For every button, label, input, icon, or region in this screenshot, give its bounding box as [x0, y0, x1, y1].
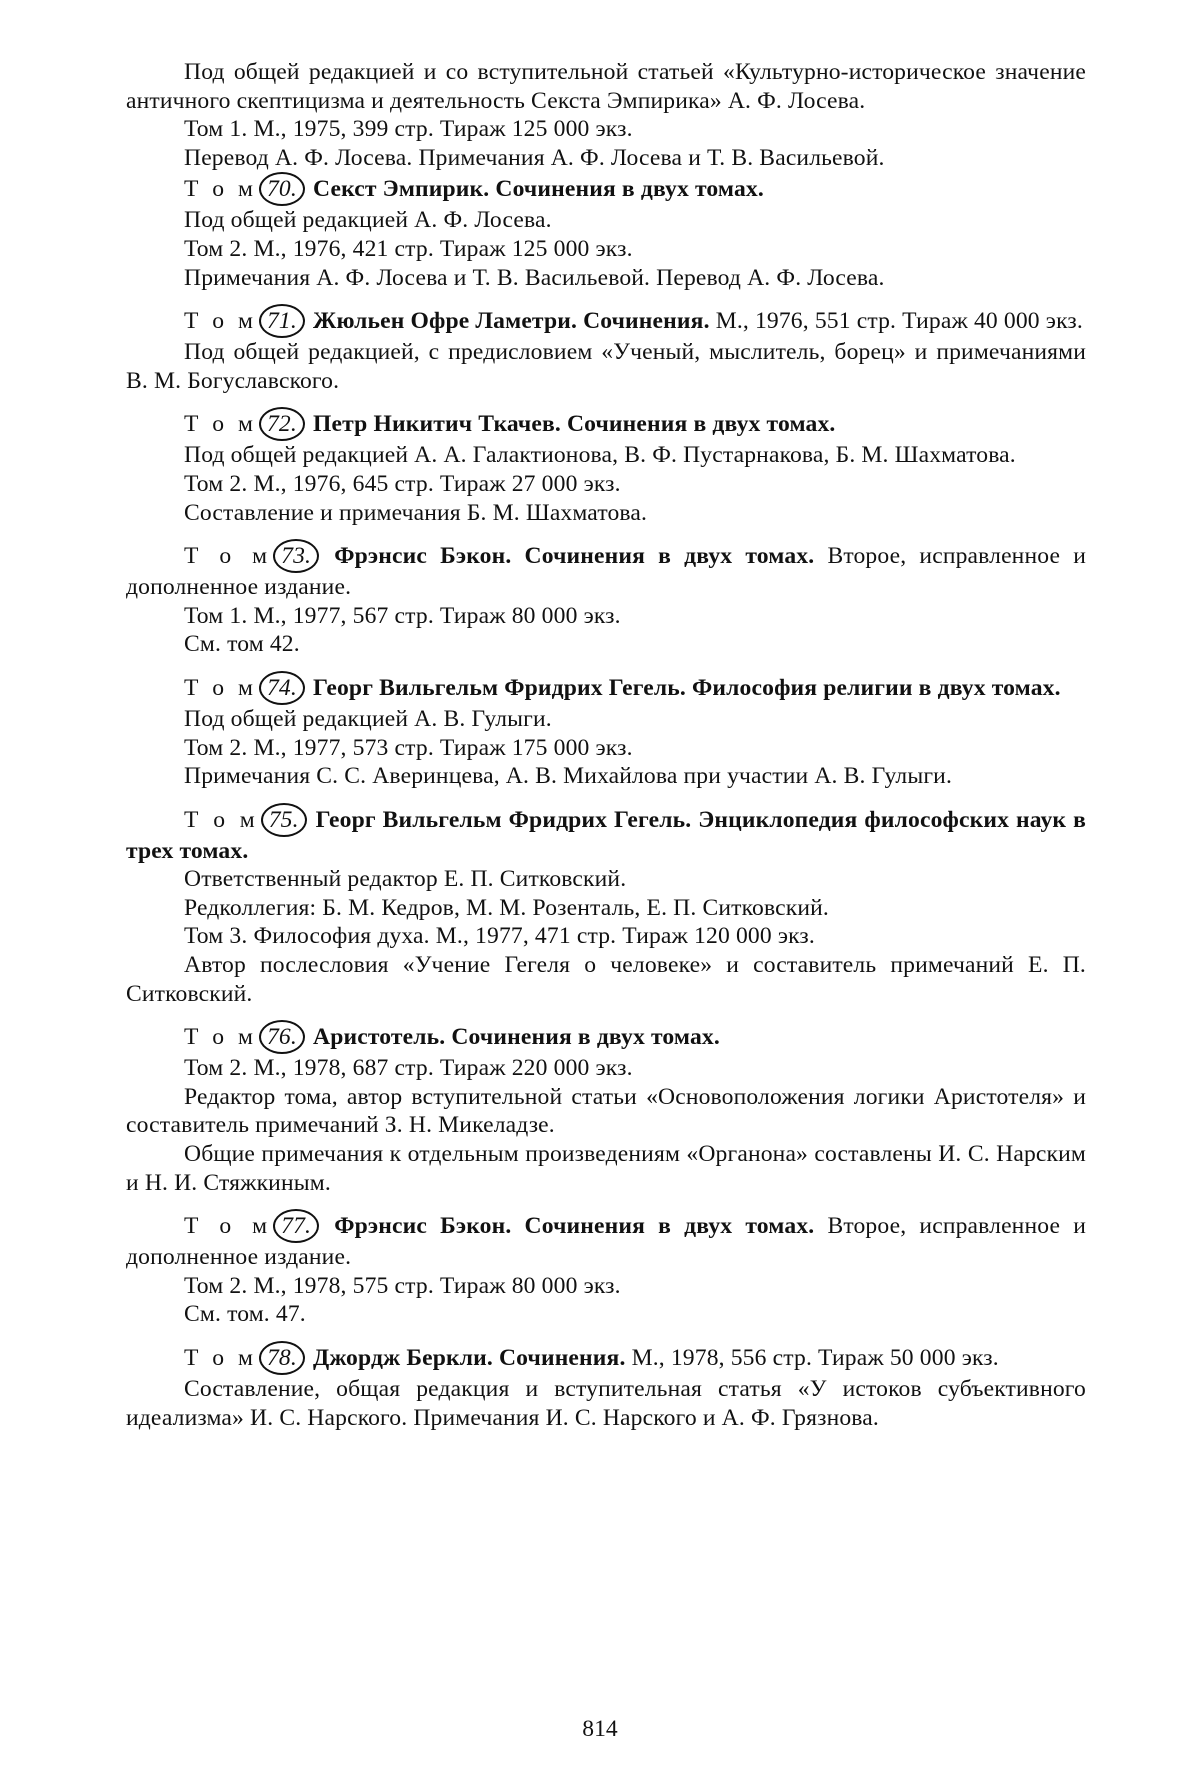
intro-editor-note: Под общей редакцией и со вступительной статьей «Культурно-историческое значение античного скептицизма и деятельность Секста Эмпирика» А. Ф. Лосева.: [126, 59, 1086, 114]
volume-entry: [126, 1209, 1086, 1329]
volume-title: Секст Эмпирик. Сочинения в двух томах.: [313, 176, 764, 203]
volume-entry-heading: [126, 803, 1086, 866]
volume-entry-heading: [126, 671, 1086, 705]
volume-entry: [126, 407, 1086, 527]
volume-label: Т о м: [184, 543, 272, 570]
volume-label: Т о м: [184, 674, 257, 701]
circled-volume-number: 75.: [261, 803, 307, 837]
volume-entry-line: Том 3. Философия духа. М., 1977, 471 стр. Тираж 120 000 экз.: [184, 923, 815, 950]
volume-entry-line: Составление, общая редакция и вступительная статья «У истоков субъективного идеализма» И. С. Нарского. Примечания И. С. Нарского и А. Ф. Грязнова.: [126, 1376, 1086, 1431]
circled-volume-number: 74.: [259, 671, 305, 705]
volume-title: Джордж Беркли. Сочинения.: [313, 1345, 626, 1371]
volume-publication-details: Второе, исправленное и дополненное издание.: [126, 543, 1087, 601]
volume-label: Т о м: [184, 1213, 272, 1240]
circled-volume-number: 77.: [273, 1209, 319, 1243]
volume-entry-line: Том 2. М., 1976, 421 стр. Тираж 125 000 экз.: [184, 235, 633, 262]
volume-entry-heading: [126, 1209, 1086, 1272]
volume-entry-heading: [126, 172, 1086, 206]
volume-entry: [126, 803, 1086, 1009]
volume-entry-heading: [126, 304, 1086, 338]
intro-line: Перевод А. Ф. Лосева. Примечания А. Ф. Лосева и Т. В. Васильевой.: [184, 144, 885, 171]
volume-entry-line: Примечания С. С. Аверинцева, А. В. Михайлова при участии А. В. Гулыги.: [184, 763, 952, 790]
volume-label: Т о м: [184, 411, 257, 438]
volume-entry-heading: [126, 407, 1086, 441]
circled-volume-number: 71.: [259, 304, 305, 338]
page-number: 814: [582, 1716, 618, 1742]
volume-label: Т о м: [184, 308, 257, 335]
volume-entries: [126, 172, 1086, 1432]
volume-entry-line: Редколлегия: Б. М. Кедров, М. М. Розенталь, Е. П. Ситковский.: [184, 894, 829, 921]
volume-title: Фрэнсис Бэкон. Сочинения в двух томах.: [334, 1213, 815, 1240]
circled-volume-number: 73.: [273, 539, 319, 573]
volume-entry-line: Том 2. М., 1978, 687 стр. Тираж 220 000 экз.: [184, 1055, 633, 1082]
volume-entry-line: См. том. 47.: [184, 1301, 306, 1328]
circled-volume-number: 78.: [259, 1341, 305, 1375]
volume-title: Жюльен Офре Ламетри. Сочинения.: [313, 308, 710, 335]
volume-entry-line: Под общей редакцией А. В. Гулыги.: [184, 705, 552, 732]
volume-publication-details: М., 1976, 551 стр. Тираж 40 000 экз.: [715, 308, 1083, 335]
document-body: [126, 58, 1086, 1432]
volume-title: Петр Никитич Ткачев. Сочинения в двух томах.: [313, 411, 836, 438]
volume-entry-line: Редактор тома, автор вступительной статьи «Основоположения логики Аристотеля» и составитель примечаний З. Н. Микеладзе.: [126, 1083, 1086, 1139]
volume-entry-line: Составление и примечания Б. М. Шахматова.: [184, 499, 648, 526]
intro-line: Том 1. М., 1975, 399 стр. Тираж 125 000 экз.: [184, 116, 633, 143]
volume-entry-line: Ответственный редактор Е. П. Ситковский.: [184, 866, 627, 893]
volume-title: Фрэнсис Бэкон. Сочинения в двух томах.: [334, 543, 815, 570]
volume-entry: [126, 1020, 1086, 1197]
volume-entry-line: Том 2. М., 1978, 575 стр. Тираж 80 000 экз.: [184, 1272, 621, 1299]
circled-volume-number: 70.: [259, 172, 305, 206]
volume-entry-line: Под общей редакцией, с предисловием «Ученый, мыслитель, борец» и примечаниями В. М. Богуславского.: [126, 339, 1086, 394]
volume-label: Т о м: [184, 176, 257, 203]
volume-label: Т о м: [184, 1345, 257, 1371]
volume-label: Т о м: [184, 806, 259, 833]
volume-entry-heading: [126, 1341, 1086, 1375]
volume-title: Аристотель. Сочинения в двух томах.: [313, 1024, 720, 1051]
volume-publication-details: Второе, исправленное и дополненное издание.: [126, 1213, 1087, 1271]
volume-entry-heading: [126, 1020, 1086, 1054]
volume-entry: [126, 172, 1086, 292]
volume-entry-line: Том 2. М., 1976, 645 стр. Тираж 27 000 экз.: [184, 470, 621, 497]
intro-block: [126, 58, 1086, 172]
volume-entry-line: Под общей редакцией А. А. Галактионова, В. Ф. Пустарнакова, Б. М. Шахматова.: [184, 442, 1016, 469]
volume-publication-details: М., 1978, 556 стр. Тираж 50 000 экз.: [631, 1345, 999, 1371]
volume-entry: [126, 1341, 1086, 1432]
volume-title: Георг Вильгельм Фридрих Гегель. Энциклопедия философских наук в трех томах.: [126, 806, 1086, 864]
volume-entry-line: Общие примечания к отдельным произведениям «Органона» составлены И. С. Нарским и Н. И. Стяжкиным.: [126, 1141, 1086, 1196]
circled-volume-number: 72.: [259, 407, 305, 441]
volume-entry-line: Том 2. М., 1977, 573 стр. Тираж 175 000 экз.: [184, 734, 633, 761]
volume-entry-line: Автор послесловия «Учение Гегеля о человеке» и составитель примечаний Е. П. Ситковский.: [126, 952, 1086, 1007]
volume-entry: [126, 304, 1086, 395]
volume-entry: [126, 671, 1086, 791]
volume-title: Георг Вильгельм Фридрих Гегель. Философия религии в двух томах.: [313, 674, 1061, 701]
volume-entry-heading: [126, 539, 1086, 602]
volume-label: Т о м: [184, 1024, 257, 1051]
volume-entry-line: Том 1. М., 1977, 567 стр. Тираж 80 000 экз.: [184, 602, 621, 629]
volume-entry-line: Примечания А. Ф. Лосева и Т. В. Васильевой. Перевод А. Ф. Лосева.: [184, 264, 885, 291]
volume-entry-line: См. том 42.: [184, 631, 300, 658]
circled-volume-number: 76.: [259, 1020, 305, 1054]
volume-entry: [126, 539, 1086, 659]
volume-entry-line: Под общей редакцией А. Ф. Лосева.: [184, 207, 552, 234]
